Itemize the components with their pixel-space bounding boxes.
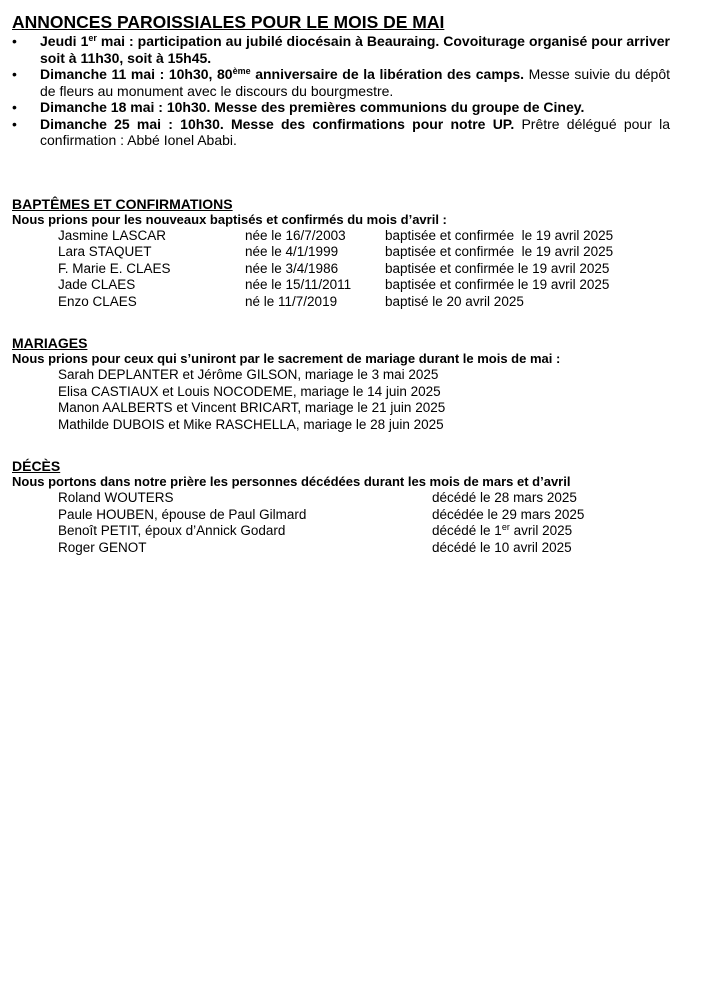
list-item — [12, 523, 670, 540]
person-name: Lara STAQUET — [58, 244, 152, 259]
death-date — [432, 523, 572, 540]
list-item — [12, 490, 670, 507]
person-name: Roland WOUTERS — [58, 490, 174, 505]
sacrament-date: baptisée et confirmée le 19 avril 2025 — [385, 260, 610, 276]
death-date-text: décédé le 1 — [432, 523, 502, 538]
section-intro: Nous portons dans notre prière les personnes décédées durant les mois de mars et d’avril — [12, 474, 571, 489]
list-item — [12, 507, 670, 524]
bullet-mark: • — [12, 115, 17, 132]
person-name: F. Marie E. CLAES — [58, 260, 171, 276]
list-item — [12, 367, 670, 384]
death-date-text: décédé le 10 avril 2025 — [432, 539, 572, 555]
announcement-item — [12, 66, 670, 99]
bullet-mark: • — [12, 33, 17, 49]
section-intro: Nous prions pour les nouveaux baptisés et confirmés du mois d’avril : — [12, 211, 447, 227]
announcement-text: Prêtre délégué pour la confirmation : Abbé Ionel Ababi. — [40, 115, 670, 148]
section-title: BAPTÊMES ET CONFIRMATIONS — [12, 195, 233, 212]
superscript: er — [88, 33, 97, 43]
list-item — [12, 261, 670, 278]
section-title: DÉCÈS — [12, 458, 61, 474]
marriage-entry: Mathilde DUBOIS et Mike RASCHELLA, mariage le 28 juin 2025 — [58, 416, 444, 432]
birth-date: née le 15/11/2011 — [245, 277, 352, 292]
bullet-mark: • — [12, 99, 17, 115]
list-item — [12, 540, 670, 557]
person-name: Enzo CLAES — [58, 293, 137, 309]
list-item — [12, 400, 670, 417]
person-name: Jade CLAES — [58, 277, 136, 292]
mariages-section — [12, 335, 670, 433]
announcement-list — [12, 33, 670, 149]
death-date — [432, 490, 577, 507]
death-date-text: décédé le 28 mars 2025 — [432, 490, 577, 505]
list-item — [12, 384, 670, 401]
sacrament-date: baptisée et confirmée le 19 avril 2025 — [385, 244, 614, 259]
death-date-text: décédée le 29 mars 2025 — [432, 506, 585, 522]
birth-date: née le 16/7/2003 — [245, 227, 346, 243]
baptemes-section — [12, 196, 670, 311]
sacrament-date: baptisée et confirmée le 19 avril 2025 — [385, 277, 610, 292]
announcement-bold: Dimanche 25 mai : 10h30. Messe des confirmations pour notre UP. — [40, 115, 515, 132]
section-intro: Nous prions pour ceux qui s’uniront par le sacrement de mariage durant le mois de mai : — [12, 351, 561, 366]
announcement-bold: Dimanche 18 mai : 10h30. Messe des premières communions du groupe de Ciney. — [40, 99, 585, 115]
announcement-text: Messe suivie du dépôt de fleurs au monument avec le discours du bourgmestre. — [40, 66, 670, 99]
death-date-text-cont: avril 2025 — [509, 523, 573, 538]
death-date — [432, 507, 584, 524]
person-name: Benoît PETIT, époux d’Annick Godard — [58, 523, 286, 538]
bullet-mark: • — [12, 66, 17, 82]
death-date — [432, 540, 572, 557]
deces-section — [12, 458, 670, 556]
list-item — [12, 277, 670, 294]
list-item — [12, 228, 670, 245]
marriage-entry: Elisa CASTIAUX et Louis NOCODEME, mariage le 14 juin 2025 — [58, 383, 441, 399]
birth-date: née le 3/4/1986 — [245, 260, 339, 276]
announcement-item — [12, 33, 670, 66]
list-item — [12, 294, 670, 311]
announcement-item — [12, 116, 670, 149]
birth-date: née le 4/1/1999 — [245, 244, 339, 259]
sacrament-date: baptisé le 20 avril 2025 — [385, 293, 524, 309]
marriage-entry: Manon AALBERTS et Vincent BRICART, mariage le 21 juin 2025 — [58, 400, 446, 415]
announcement-item — [12, 99, 670, 116]
announcement-bold: Dimanche 11 mai : 10h30, 80 — [40, 66, 233, 82]
sacrament-date: baptisée et confirmée le 19 avril 2025 — [385, 227, 614, 243]
person-name: Roger GENOT — [58, 539, 147, 555]
superscript: er — [501, 522, 510, 532]
announcement-bold-cont: anniversaire de la libération des camps. — [250, 66, 525, 82]
announcement-bold: Jeudi 1 — [40, 33, 89, 49]
page-title: ANNONCES PAROISSIALES POUR LE MOIS DE MAI — [12, 12, 445, 32]
document-page — [12, 12, 670, 556]
list-item — [12, 244, 670, 261]
superscript: ème — [232, 66, 251, 76]
marriage-entry: Sarah DEPLANTER et Jérôme GILSON, mariage le 3 mai 2025 — [58, 367, 439, 382]
section-title: MARIAGES — [12, 335, 88, 351]
list-item — [12, 417, 670, 434]
announcement-bold-cont: mai : participation au jubilé diocésain à Beauraing. Covoiturage organisé pour arriver soit à 11h30, soit à 15h45. — [40, 33, 670, 66]
person-name: Paule HOUBEN, épouse de Paul Gilmard — [58, 506, 307, 522]
birth-date: né le 11/7/2019 — [245, 293, 338, 309]
person-name: Jasmine LASCAR — [58, 227, 167, 243]
